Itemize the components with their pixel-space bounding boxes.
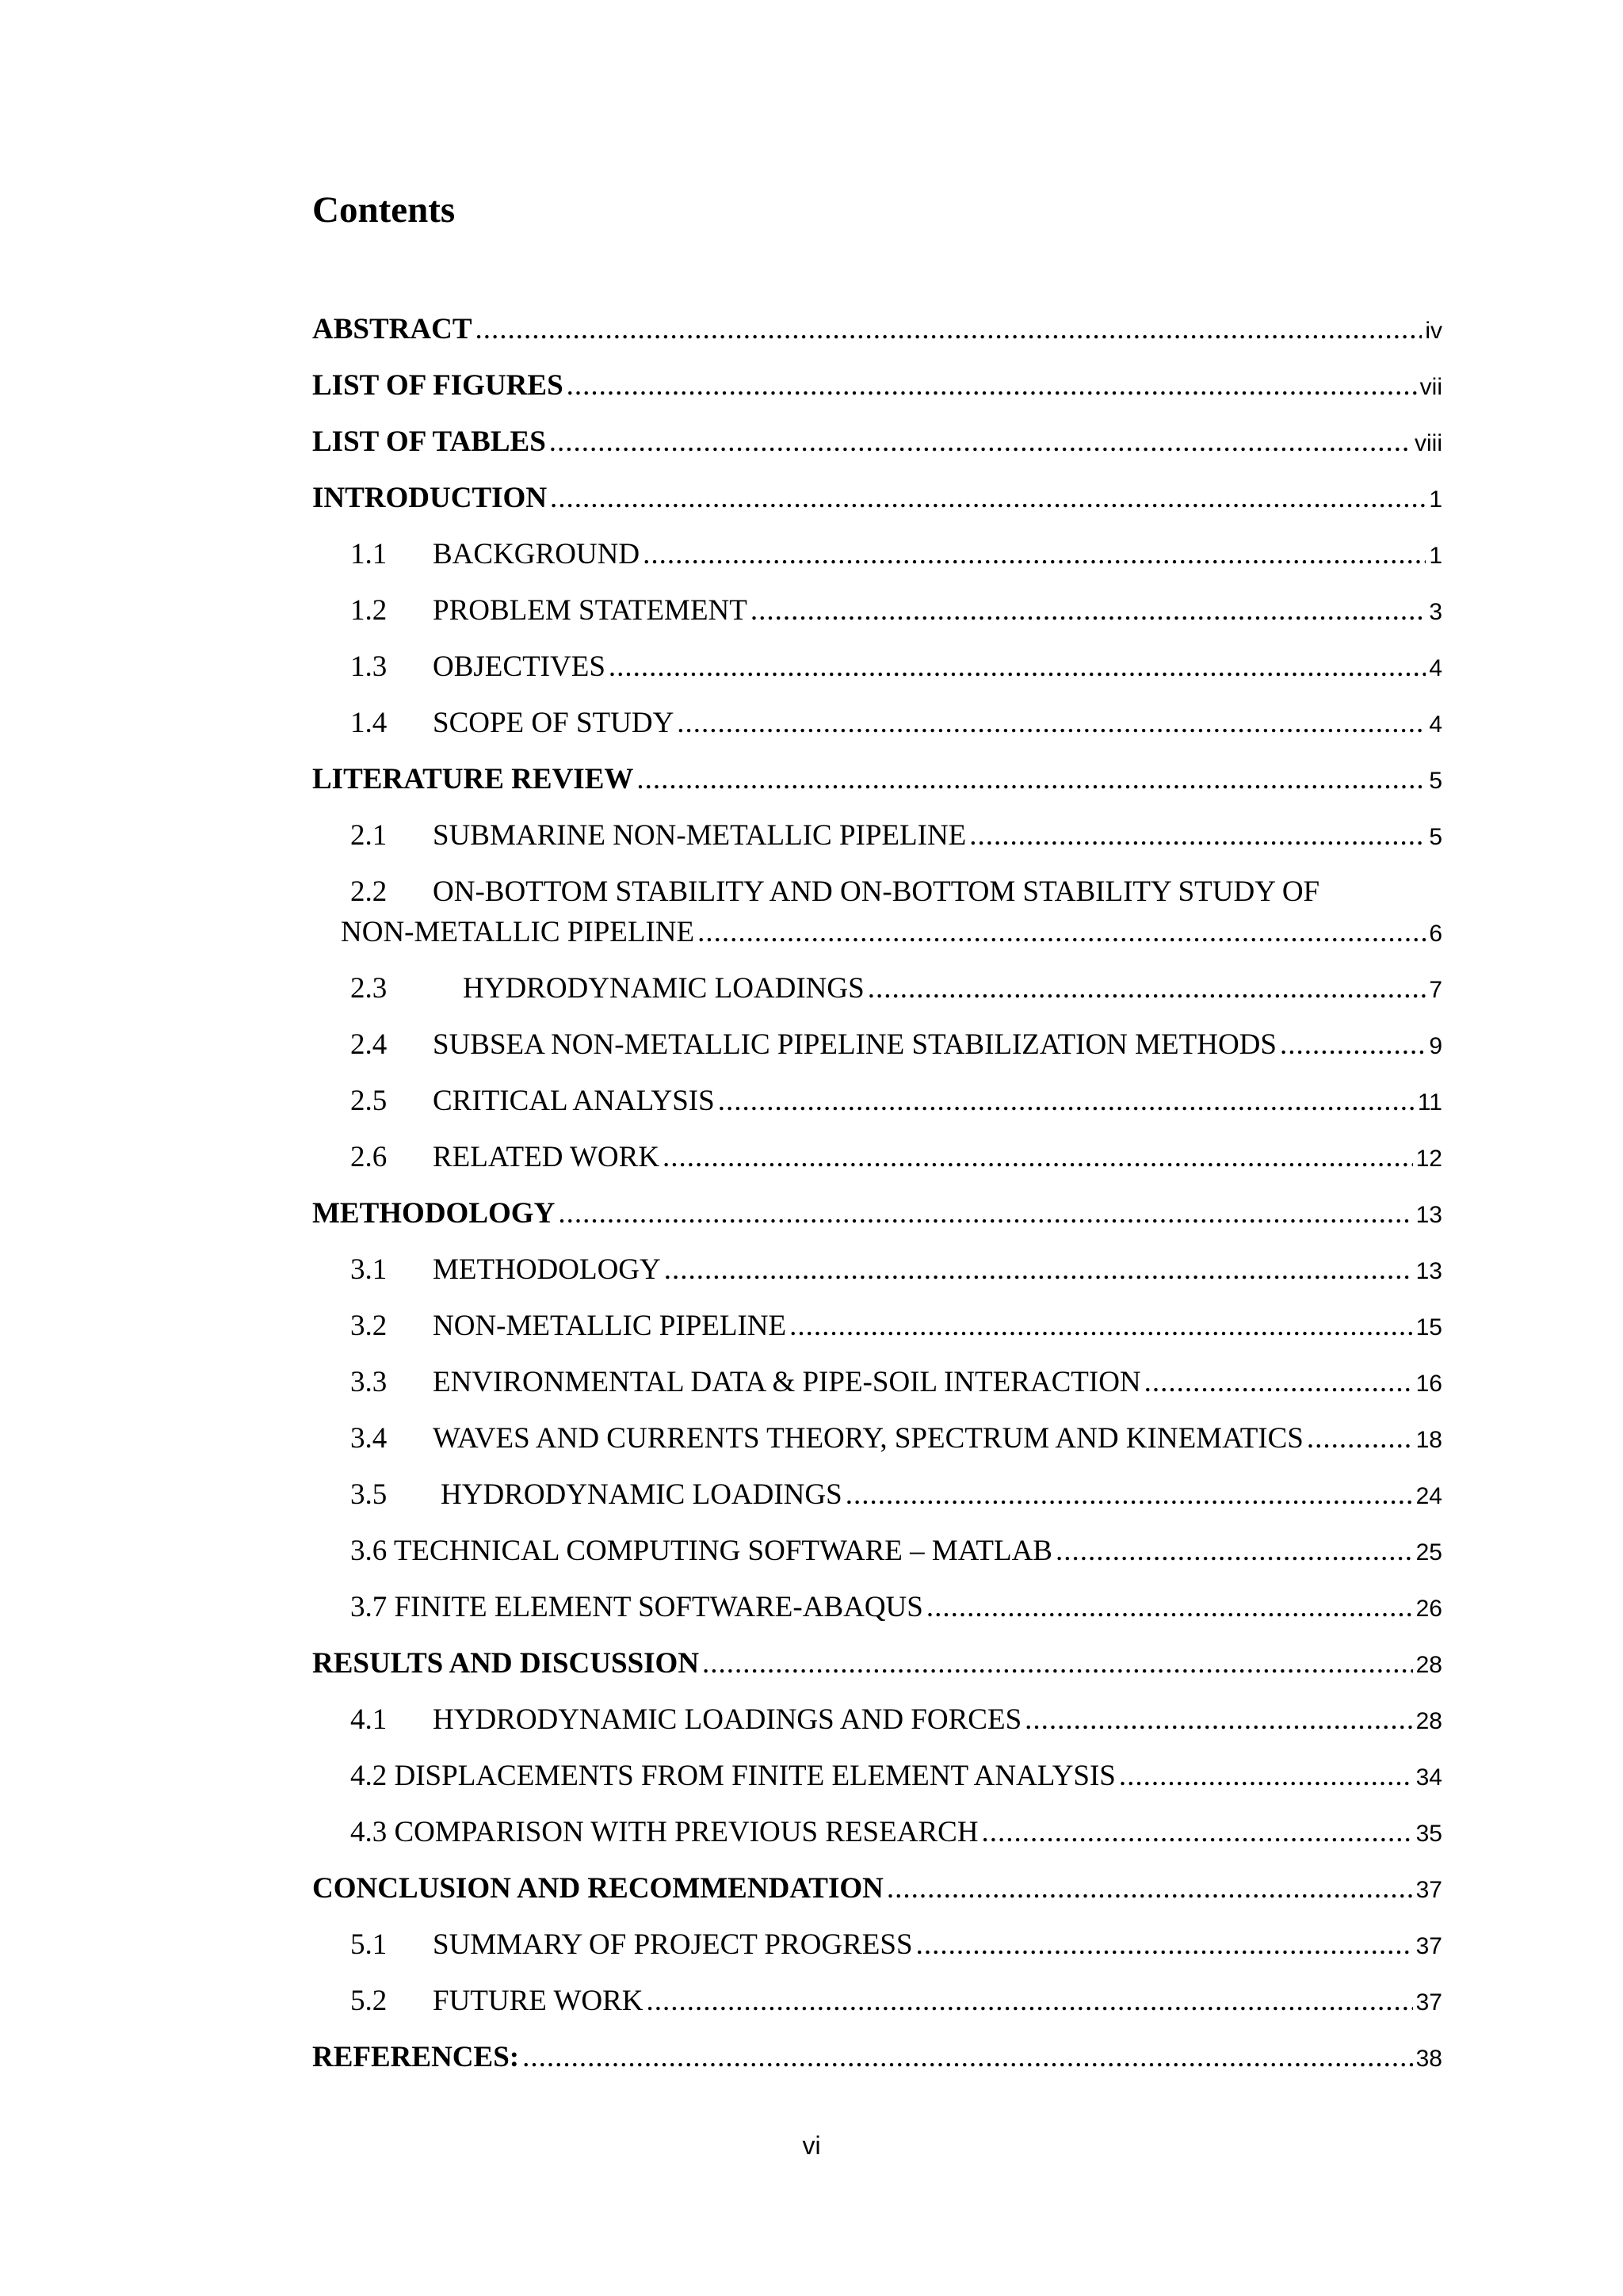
toc-entry-3-3 xyxy=(350,1365,1442,1399)
toc-entry-2-3 xyxy=(350,971,1442,1005)
toc-page: 37 xyxy=(1415,1989,1442,2016)
toc-entry-methodology xyxy=(312,1196,1442,1230)
toc-page: 24 xyxy=(1415,1483,1442,1509)
section-number: 1.2 xyxy=(350,594,388,627)
dot-leader xyxy=(567,368,1417,402)
toc-label: REFERENCES: xyxy=(312,2041,520,2073)
toc-label: BACKGROUND xyxy=(433,538,640,570)
toc-entry-1-3 xyxy=(350,650,1442,684)
toc-label: INTRODUCTION xyxy=(312,482,548,514)
dot-leader xyxy=(647,1984,1413,2018)
dot-leader xyxy=(663,1140,1413,1174)
toc-page: 37 xyxy=(1415,1877,1442,1903)
dot-leader xyxy=(718,1084,1415,1118)
dot-leader xyxy=(1119,1759,1413,1793)
toc-entry-2-5 xyxy=(350,1084,1442,1118)
section-number: 2.3 xyxy=(350,972,388,1005)
section-number: 3.2 xyxy=(350,1310,388,1342)
dot-leader xyxy=(549,425,1411,459)
toc-entry-results xyxy=(312,1646,1442,1680)
toc-label: HYDRODYNAMIC LOADINGS xyxy=(463,972,865,1005)
toc-label: CONCLUSION AND RECOMMENDATION xyxy=(312,1872,884,1905)
toc-entry-references xyxy=(312,2040,1442,2074)
dot-leader xyxy=(750,593,1426,627)
toc-page: 28 xyxy=(1415,1708,1442,1734)
toc-entry-2-6 xyxy=(350,1140,1442,1174)
section-number: 1.3 xyxy=(350,650,388,683)
section-number: 5.2 xyxy=(350,1985,388,2017)
toc-label: RESULTS AND DISCUSSION xyxy=(312,1647,700,1680)
toc-page: 5 xyxy=(1429,768,1442,794)
page-title: Contents xyxy=(312,189,456,231)
toc-entry-literature-review xyxy=(312,762,1442,796)
toc-label: NON-METALLIC PIPELINE xyxy=(433,1310,787,1342)
toc-label: HYDRODYNAMIC LOADINGS xyxy=(441,1478,842,1511)
toc-label: METHODOLOGY xyxy=(312,1197,556,1230)
toc-label: FUTURE WORK xyxy=(433,1985,643,2017)
toc-label: 3.6 TECHNICAL COMPUTING SOFTWARE – MATLAB xyxy=(350,1535,1052,1567)
toc-page: 1 xyxy=(1429,543,1442,569)
toc-page: 28 xyxy=(1415,1652,1442,1678)
section-number: 3.4 xyxy=(350,1422,388,1455)
section-number: 5.1 xyxy=(350,1928,388,1961)
toc-page: 37 xyxy=(1415,1933,1442,1959)
dot-leader xyxy=(558,1196,1412,1230)
toc-page: 4 xyxy=(1429,655,1442,681)
dot-leader xyxy=(1307,1421,1413,1455)
dot-leader xyxy=(887,1871,1413,1905)
toc-page: 25 xyxy=(1415,1539,1442,1566)
dot-leader xyxy=(609,650,1426,684)
dot-leader xyxy=(789,1309,1413,1343)
dot-leader xyxy=(846,1478,1413,1512)
toc-entry-conclusion xyxy=(312,1871,1442,1905)
section-number: 2.6 xyxy=(350,1141,388,1173)
toc-page: 9 xyxy=(1429,1033,1442,1059)
toc-entry-abstract xyxy=(312,312,1442,346)
dot-leader xyxy=(1144,1365,1413,1399)
toc-entry-2-1 xyxy=(350,818,1442,852)
toc-entry-list-of-figures xyxy=(312,368,1442,402)
section-number: 2.4 xyxy=(350,1028,388,1061)
toc-label: PROBLEM STATEMENT xyxy=(433,594,747,627)
toc-entry-3-6 xyxy=(350,1534,1442,1568)
page-number: vi xyxy=(802,2131,821,2160)
toc-entry-2-2-first-line xyxy=(350,875,1319,909)
toc-page: 15 xyxy=(1415,1314,1442,1341)
dot-leader xyxy=(643,537,1426,571)
dot-leader xyxy=(982,1815,1413,1849)
section-number: 1.4 xyxy=(350,707,388,739)
dot-leader xyxy=(677,706,1426,740)
toc-page: 6 xyxy=(1429,921,1442,947)
toc-page: 13 xyxy=(1415,1258,1442,1284)
toc-page: 1 xyxy=(1429,486,1442,513)
toc-entry-3-4 xyxy=(350,1421,1442,1455)
toc-label: 4.2 DISPLACEMENTS FROM FINITE ELEMENT ANALYSIS xyxy=(350,1760,1116,1792)
section-number: 1.1 xyxy=(350,538,388,570)
dot-leader xyxy=(926,1590,1413,1624)
toc-label: 3.7 FINITE ELEMENT SOFTWARE-ABAQUS xyxy=(350,1591,923,1623)
toc-page: vii xyxy=(1419,374,1442,400)
toc-label: LIST OF TABLES xyxy=(312,425,546,458)
dot-leader xyxy=(969,818,1426,852)
toc-label: RELATED WORK xyxy=(433,1141,660,1173)
toc-label: 4.3 COMPARISON WITH PREVIOUS RESEARCH xyxy=(350,1816,979,1848)
section-number: 2.2 xyxy=(350,875,388,908)
toc-label: OBJECTIVES xyxy=(433,650,605,683)
dot-leader xyxy=(550,481,1426,515)
toc-label: ENVIRONMENTAL DATA & PIPE-SOIL INTERACTION xyxy=(433,1366,1141,1398)
toc-entry-5-1 xyxy=(350,1928,1442,1962)
toc-page: 16 xyxy=(1415,1371,1442,1397)
section-number: 2.1 xyxy=(350,819,388,852)
toc-label: SUBSEA NON-METALLIC PIPELINE STABILIZATION METHODS xyxy=(433,1028,1277,1061)
toc-entry-list-of-tables xyxy=(312,425,1442,459)
toc-label: SUBMARINE NON-METALLIC PIPELINE xyxy=(433,819,967,852)
toc-label: LITERATURE REVIEW xyxy=(312,763,634,795)
toc-page: 4 xyxy=(1429,711,1442,738)
section-number: 3.3 xyxy=(350,1366,388,1398)
toc-entry-3-5 xyxy=(350,1478,1442,1512)
dot-leader xyxy=(1025,1703,1412,1737)
dot-leader xyxy=(702,1646,1413,1680)
toc-entry-4-2 xyxy=(350,1759,1442,1793)
toc-page: iv xyxy=(1425,318,1442,344)
toc-entry-4-3 xyxy=(350,1815,1442,1849)
toc-entry-1-4 xyxy=(350,706,1442,740)
dot-leader xyxy=(522,2040,1413,2074)
toc-label: SCOPE OF STUDY xyxy=(433,707,674,739)
toc-page: viii xyxy=(1415,430,1442,456)
section-number: 3.1 xyxy=(350,1253,388,1286)
toc-entry-1-1 xyxy=(350,537,1442,571)
toc-label: HYDRODYNAMIC LOADINGS AND FORCES xyxy=(433,1703,1022,1736)
toc-label: CRITICAL ANALYSIS xyxy=(433,1085,715,1117)
dot-leader xyxy=(697,915,1426,949)
toc-label: SUMMARY OF PROJECT PROGRESS xyxy=(433,1928,913,1961)
toc-label: WAVES AND CURRENTS THEORY, SPECTRUM AND KINEMATICS xyxy=(433,1422,1304,1455)
dot-leader xyxy=(475,312,1423,346)
toc-page: 5 xyxy=(1429,824,1442,850)
toc-page: 34 xyxy=(1415,1764,1442,1791)
section-number: 2.5 xyxy=(350,1085,388,1117)
dot-leader xyxy=(1056,1534,1413,1568)
toc-page: 26 xyxy=(1415,1596,1442,1622)
toc-page: 3 xyxy=(1429,599,1442,625)
section-number: 3.5 xyxy=(350,1478,388,1511)
toc-label: ABSTRACT xyxy=(312,313,472,345)
toc-page: 35 xyxy=(1415,1821,1442,1847)
toc-entry-3-1 xyxy=(350,1253,1442,1287)
toc-entry-1-2 xyxy=(350,593,1442,627)
toc-page: 18 xyxy=(1415,1427,1442,1453)
toc-entry-3-7 xyxy=(350,1590,1442,1624)
toc-page: 12 xyxy=(1415,1146,1442,1172)
dot-leader xyxy=(916,1928,1413,1962)
dot-leader xyxy=(1280,1028,1426,1062)
toc-entry-4-1 xyxy=(350,1703,1442,1737)
toc-entry-5-2 xyxy=(350,1984,1442,2018)
section-number: 4.1 xyxy=(350,1703,388,1736)
toc-page: 11 xyxy=(1417,1089,1442,1116)
toc-entry-3-2 xyxy=(350,1309,1442,1343)
toc-page: 38 xyxy=(1415,2046,1442,2072)
toc-label: METHODOLOGY xyxy=(433,1253,661,1286)
toc-entry-2-4 xyxy=(350,1028,1442,1062)
toc-label-continued: NON-METALLIC PIPELINE xyxy=(341,916,695,948)
dot-leader xyxy=(636,762,1426,796)
dot-leader xyxy=(664,1253,1413,1287)
toc-page: 13 xyxy=(1415,1202,1442,1228)
toc-label: ON-BOTTOM STABILITY AND ON-BOTTOM STABILITY STUDY OF xyxy=(433,875,1320,908)
toc-label: LIST OF FIGURES xyxy=(312,369,563,402)
toc-page: 7 xyxy=(1429,977,1442,1003)
toc-entry-introduction xyxy=(312,481,1442,515)
toc-entry-2-2 xyxy=(341,915,1442,949)
dot-leader xyxy=(868,971,1426,1005)
